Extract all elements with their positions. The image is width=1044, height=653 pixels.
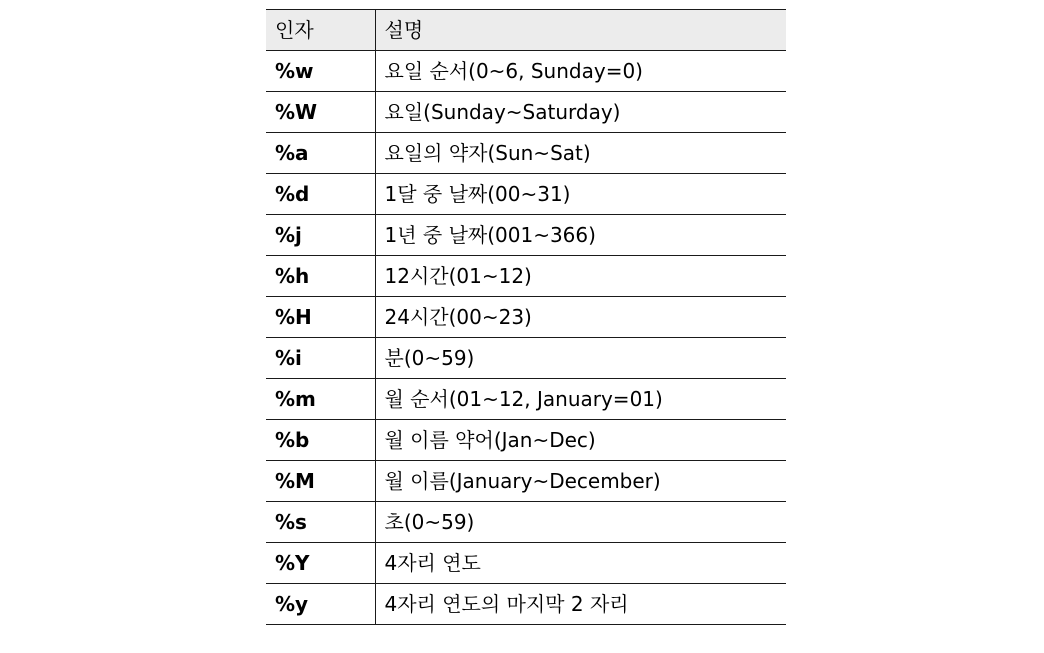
header-argument: 인자 <box>266 10 375 51</box>
table-body <box>266 51 786 625</box>
description-cell: 12시간(01~12) <box>375 256 786 297</box>
table-row <box>266 338 786 379</box>
header-description: 설명 <box>375 10 786 51</box>
argument-cell: %M <box>266 461 375 502</box>
argument-cell: %m <box>266 379 375 420</box>
table-row <box>266 133 786 174</box>
description-cell: 요일의 약자(Sun~Sat) <box>375 133 786 174</box>
argument-cell: %w <box>266 51 375 92</box>
table-row <box>266 502 786 543</box>
description-cell: 1달 중 날짜(00~31) <box>375 174 786 215</box>
argument-cell: %j <box>266 215 375 256</box>
format-argument-table <box>266 9 786 625</box>
clipped-table-caption <box>266 0 786 6</box>
argument-cell: %d <box>266 174 375 215</box>
description-cell: 월 이름(January~December) <box>375 461 786 502</box>
table-row <box>266 51 786 92</box>
table-row <box>266 92 786 133</box>
table-header-row <box>266 10 786 51</box>
description-cell: 초(0~59) <box>375 502 786 543</box>
description-cell: 분(0~59) <box>375 338 786 379</box>
argument-cell: %i <box>266 338 375 379</box>
table-row <box>266 379 786 420</box>
description-cell: 24시간(00~23) <box>375 297 786 338</box>
description-cell: 4자리 연도의 마지막 2 자리 <box>375 584 786 625</box>
table-row <box>266 461 786 502</box>
table-row <box>266 174 786 215</box>
table-row <box>266 297 786 338</box>
description-cell: 4자리 연도 <box>375 543 786 584</box>
table-row <box>266 420 786 461</box>
argument-cell: %Y <box>266 543 375 584</box>
description-cell: 요일(Sunday~Saturday) <box>375 92 786 133</box>
table-row <box>266 584 786 625</box>
table-header <box>266 10 786 51</box>
argument-cell: %s <box>266 502 375 543</box>
argument-cell: %a <box>266 133 375 174</box>
table-row <box>266 256 786 297</box>
description-cell: 요일 순서(0~6, Sunday=0) <box>375 51 786 92</box>
argument-cell: %b <box>266 420 375 461</box>
table-row <box>266 215 786 256</box>
description-cell: 월 순서(01~12, January=01) <box>375 379 786 420</box>
argument-cell: %W <box>266 92 375 133</box>
table-row <box>266 543 786 584</box>
description-cell: 월 이름 약어(Jan~Dec) <box>375 420 786 461</box>
argument-cell: %h <box>266 256 375 297</box>
argument-cell: %H <box>266 297 375 338</box>
argument-cell: %y <box>266 584 375 625</box>
description-cell: 1년 중 날짜(001~366) <box>375 215 786 256</box>
